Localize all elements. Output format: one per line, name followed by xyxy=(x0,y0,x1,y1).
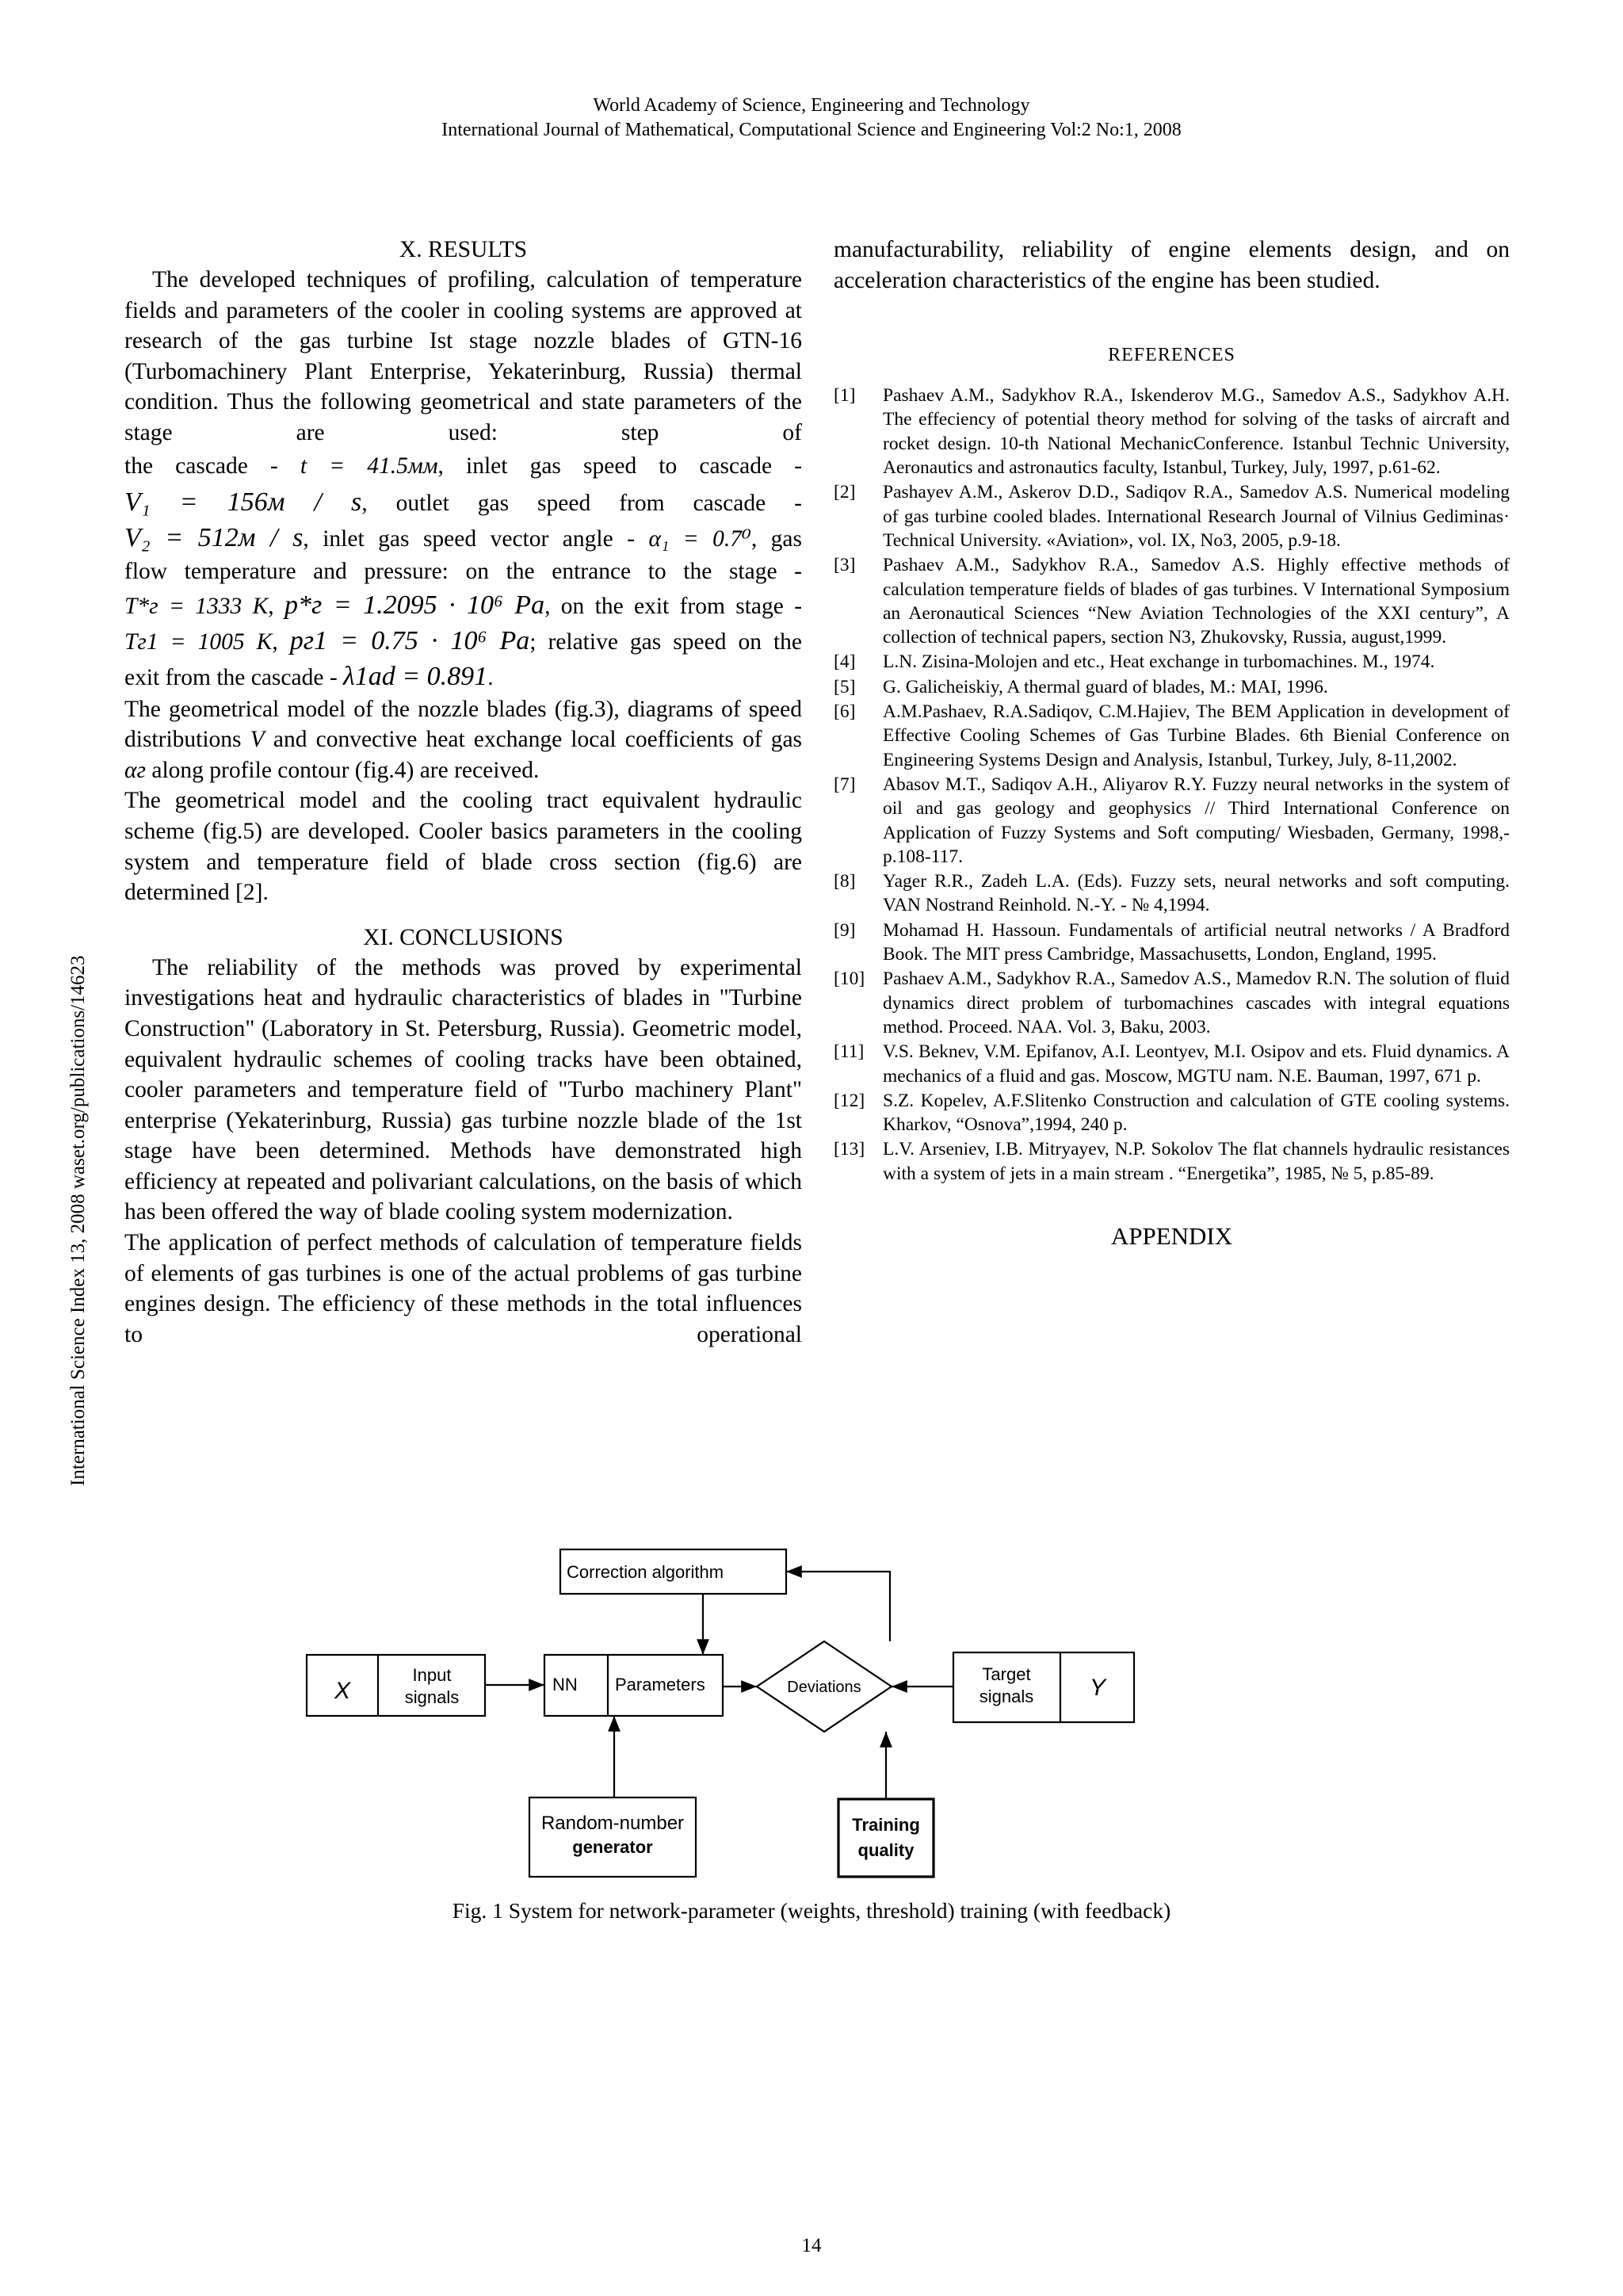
reference-number: [10] xyxy=(834,968,865,990)
reference-number: [1] xyxy=(834,385,856,407)
reference-text: V.S. Beknev, V.M. Epifanov, A.I. Leontyev, M.I. Osipov and ets. Fluid dynamics. A mechanics of a fluid and gas. Moscow, MGTU nam. N.E. Bauman, 1997, 671 p. xyxy=(883,1041,1510,1087)
input-label-1: Input xyxy=(412,1665,452,1685)
results-paragraph-2: The geometrical model of the nozzle blades (fig.3), diagrams of speed distributions V and convective heat exchange local coefficients of gas αг along profile contour (fig.4) are received. xyxy=(124,696,803,783)
reference-text: A.M.Pashaev, R.A.Sadiqov, C.M.Hajiev, The BEM Application in development of Effective Cooling Schemes of Gas Turbine Blades. 6th Bienial Conference on Engineering Systems Design and Analysis, Istanbul, Turkey, July, 8-11,2002. xyxy=(883,701,1510,770)
page-number: 14 xyxy=(801,2235,822,2256)
y-label: Y xyxy=(1089,1675,1106,1701)
results-paragraph-1: The developed techniques of profiling, calculation of temperature fields and parameters of the cooler in cooling systems are approved at research of the gas turbine Ist stage nozzle blades of GTN-16 (Turbomachinery Plant Enterprise, Yekaterinburg, Russia) thermal condition. Thus the following geometrical and state parameters of the stage are used: step of xyxy=(124,267,802,445)
variable-alpha: αг xyxy=(124,757,146,783)
deviations-label: Deviations xyxy=(787,1679,861,1696)
reference-item xyxy=(834,919,1510,967)
reference-number: [8] xyxy=(834,871,856,892)
results-line-c: V₂ = 512м / s, inlet gas speed vector angle - α₁ = 0.7⁰, gas xyxy=(124,522,802,552)
journal-header xyxy=(0,94,1623,143)
reference-item xyxy=(834,869,1510,918)
reference-text: Pashaev A.M., Sadykhov R.A., Samedov A.S., Mamedov R.N. The solution of fluid dynamics direct problem of turbomachines cascades with integral equations method. Proceed. NAA. Vol. 3, Baku, 2003. xyxy=(883,968,1510,1037)
results-line-b: V₁ = 156м / s, outlet gas speed from cascade - xyxy=(124,487,802,517)
reference-number: [11] xyxy=(834,1041,865,1063)
reference-item xyxy=(834,553,1510,649)
equation-p-outlet: pг1 = 0.75 · 10⁶ Pa xyxy=(289,625,530,655)
results-heading: X. RESULTS xyxy=(399,237,528,262)
reference-item xyxy=(834,1040,1510,1088)
parameters-label: Parameters xyxy=(615,1675,705,1694)
reference-item xyxy=(834,700,1510,772)
reference-number: [6] xyxy=(834,701,856,723)
reference-text: Pashayev A.M., Askerov D.D., Sadiqov R.A., Samedov A.S. Numerical modeling of gas turbine cooled blades. International Research Journal of Vilnius Gediminas· Technical University. «Aviation», vol. IX, No3, 2005, p.9-18. xyxy=(883,482,1510,551)
conclusions-paragraph-2: The application of perfect methods of calculation of temperature fields of elements of gas turbines is one of the actual problems of gas turbine engines design. The efficiency of these methods in the total influences to operational xyxy=(124,1230,802,1347)
appendix-heading: APPENDIX xyxy=(1110,1221,1233,1250)
conclusions-paragraph-2-continued: manufacturability, reliability of engine elements design, and on acceleration characteristics of the engine has been studied. xyxy=(834,237,1510,293)
reference-item xyxy=(834,773,1510,869)
equation-alpha: α₁ = 0.7⁰ xyxy=(648,525,751,552)
reference-text: L.V. Arseniev, I.B. Mitryayev, N.P. Sokolov The flat channels hydraulic resistances with a system of jets in a main stream . “Energetika”, 1985, № 5, p.85-89. xyxy=(883,1139,1510,1184)
equation-v1: V₁ = 156м / s xyxy=(124,487,362,517)
reference-item xyxy=(834,967,1510,1039)
reference-text: L.N. Zisina-Molojen and etc., Heat exchange in turbomachines. M., 1974. xyxy=(883,651,1435,673)
reference-item xyxy=(834,480,1510,552)
figure-caption: Fig. 1 System for network-parameter (weights, threshold) training (with feedback) xyxy=(452,1898,1171,1923)
reference-number: [4] xyxy=(834,651,856,673)
results-line-e: T*г = 1333 K, p*г = 1.2095 · 10⁶ Pa, on the exit from stage - xyxy=(124,590,803,620)
reference-text: Abasov M.T., Sadiqov A.H., Aliyarov R.Y. Fuzzy neural networks in the system of oil and gas geology and geophysics // Third International Conference on Application of Fuzzy Systems and Soft computing/ Wiesbaden, Germany, 1998,- p.108-117. xyxy=(883,774,1510,867)
nn-label: NN xyxy=(552,1675,578,1694)
input-label-2: signals xyxy=(404,1687,460,1707)
quality-box xyxy=(838,1799,934,1877)
reference-item xyxy=(834,1137,1510,1186)
reference-text: Pashaev A.M., Sadykhov R.A., Iskenderov M.G., Samedov A.S., Sadykhov A.H. The effeciency of potential theory method for solving of the tasks of aircraft and rocket design. 10-th National MechanicConference. Istanbul Technic University, Aeronautics and astronautics faculty, Istanbul, Turkey, July, 1997, p.61-62. xyxy=(883,385,1510,479)
conclusions-paragraph-1: The reliability of the methods was proved by experimental investigations heat and hydraulic characteristics of blades in "Turbine Construction" (Laboratory in St. Petersburg, Russia). Geometric model, equivalent hydraulic schemes of cooling tracks have been obtained, cooler parameters and temperature field of "Turbo machinery Plant" enterprise (Yekaterinburg, Russia) gas turbine nozzle blade of the 1st stage have been determined. Methods have demonstrated high efficiency at repeated and polivariant calculations, on the basis of which has been offered the way of blade cooling system modernization. xyxy=(124,954,802,1225)
random-label-2: generator xyxy=(572,1837,653,1857)
reference-item xyxy=(834,384,1510,479)
reference-number: [13] xyxy=(834,1139,865,1160)
reference-number: [12] xyxy=(834,1090,865,1111)
reference-number: [5] xyxy=(834,676,856,697)
figure-training-system xyxy=(305,1541,1216,1882)
conclusions-heading: XI. CONCLUSIONS xyxy=(363,924,563,950)
random-label-1: Random-number xyxy=(540,1813,685,1834)
references-list xyxy=(834,384,1510,1186)
reference-text: G. Galicheiskiy, A thermal guard of blades, M.: MAI, 1996. xyxy=(883,676,1328,697)
target-label-1: Target xyxy=(982,1664,1031,1684)
results-line-f: Tг1 = 1005 K, pг1 = 0.75 · 10⁶ Pa; relative gas speed on the xyxy=(124,625,803,655)
reference-text: Pashaev A.M., Sadykhov R.A., Samedov A.S. Highly effective methods of calculation temperature fields of blades of gas turbines. V International Symposium an Aeronautical Sciences “New Aviation Technologies of the XXI century”, A collection of technical papers, section N3, Zhukovsky, Russia, august,1999. xyxy=(883,555,1510,648)
results-line-a: the cascade - t = 41.5мм, inlet gas speed to cascade - xyxy=(124,453,803,479)
reference-text: Mohamad H. Hassoun. Fundamentals of artificial neutral networks / A Bradford Book. The MIT press Cambridge, Massachusetts, London, England, 1995. xyxy=(883,919,1510,965)
side-index-note: International Science Index 13, 2008 waset.org/publications/14623 xyxy=(67,955,89,1486)
references-heading: REFERENCES xyxy=(1108,345,1235,366)
reference-number: [3] xyxy=(834,555,856,576)
reference-item xyxy=(834,1089,1510,1137)
arrow-feedback xyxy=(786,1572,890,1641)
results-line-g: exit from the cascade - λ1ad = 0.891. xyxy=(124,661,494,691)
equation-p-inlet: p*г = 1.2095 · 10⁶ Pa xyxy=(284,590,545,620)
right-column xyxy=(834,235,1510,1251)
quality-label-2: quality xyxy=(857,1840,915,1860)
header-line-2: International Journal of Mathematical, Computational Science and Engineering Vol:2 No:1, 2008 xyxy=(441,120,1182,140)
quality-label-1: Training xyxy=(852,1815,920,1835)
results-paragraph-3: The geometrical model and the cooling tract equivalent hydraulic scheme (fig.5) are developed. Cooler basics parameters in the cooling system and temperature field of blade cross section (fig.6) are determined [2]. xyxy=(124,788,802,906)
results-line-d: flow temperature and pressure: on the entrance to the stage - xyxy=(124,558,802,584)
reference-text: S.Z. Kopelev, A.F.Slitenko Construction and calculation of GTE cooling systems. Kharkov, “Osnova”,1994, 240 p. xyxy=(883,1090,1510,1136)
reference-item xyxy=(834,675,1510,699)
x-label: X xyxy=(334,1678,351,1704)
reference-number: [2] xyxy=(834,482,856,503)
equation-t-inlet: T*г = 1333 K xyxy=(124,593,269,619)
variable-v: V xyxy=(250,727,265,753)
header-line-1: World Academy of Science, Engineering and Technology xyxy=(593,95,1030,116)
target-label-2: signals xyxy=(979,1687,1034,1706)
left-column xyxy=(124,235,802,1350)
equation-v2: V₂ = 512м / s xyxy=(124,522,304,552)
reference-text: Yager R.R., Zadeh L.A. (Eds). Fuzzy sets, neural networks and soft computing. VAN Nostrand Reinhold. N.-Y. - № 4,1994. xyxy=(883,871,1510,916)
equation-t-outlet: Tг1 = 1005 K xyxy=(124,628,273,655)
reference-number: [7] xyxy=(834,774,856,795)
equation-lambda: λ1ad = 0.891 xyxy=(343,661,488,691)
reference-item xyxy=(834,650,1510,674)
reference-number: [9] xyxy=(834,919,856,941)
correction-label: Correction algorithm xyxy=(567,1562,724,1582)
training-system-diagram xyxy=(305,1541,1216,1882)
equation-step: t = 41.5мм xyxy=(300,453,438,479)
